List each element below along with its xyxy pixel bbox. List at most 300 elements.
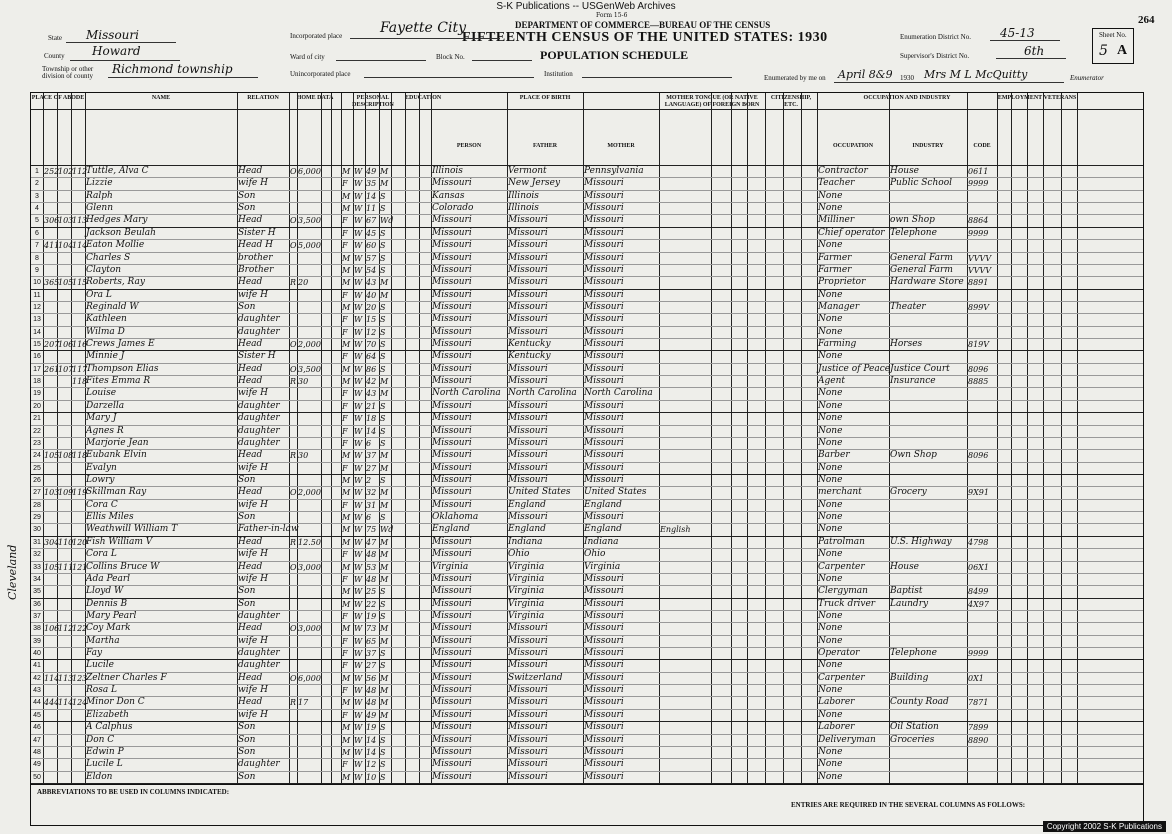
code-cell: VVVV — [968, 253, 992, 263]
occ-cell: None — [818, 709, 843, 720]
race-cell: W — [354, 723, 363, 733]
bp-cell: Missouri — [432, 487, 472, 498]
occ-cell: Clergyman — [818, 586, 868, 597]
mbp-cell: Pennsylvania — [584, 166, 644, 176]
age-cell: 19 — [366, 723, 377, 733]
n-cell: 8 — [35, 254, 39, 262]
sex-cell: F — [342, 636, 348, 646]
fam-cell: 106 — [58, 340, 74, 350]
ms-cell: S — [380, 438, 386, 448]
fbp-cell: Missouri — [508, 227, 548, 238]
name-cell: Lizzie — [86, 178, 113, 189]
code-cell: 819V — [968, 340, 990, 350]
n-cell: 41 — [33, 662, 41, 670]
n-cell: 37 — [33, 612, 41, 620]
val-cell: 3,500 — [298, 216, 321, 226]
age-cell: 21 — [366, 401, 377, 411]
code-cell: 4798 — [968, 537, 989, 547]
bp-cell: Oklahoma — [432, 512, 479, 523]
form-number: Form 15-6 — [596, 12, 628, 19]
age-cell: 12 — [366, 327, 377, 337]
ms-cell: S — [380, 364, 386, 374]
n-cell: 38 — [33, 625, 41, 633]
n-cell: 36 — [33, 600, 41, 608]
dw-cell: 411 — [44, 241, 60, 251]
rel-cell: daughter — [238, 425, 280, 436]
column-group-header: NAME — [151, 95, 171, 101]
dw-cell: 252 — [44, 167, 60, 176]
name-cell: Evalyn — [86, 462, 117, 473]
vis-cell: 118 — [72, 451, 88, 461]
race-cell: W — [354, 414, 363, 424]
fbp-cell: Missouri — [508, 400, 548, 411]
occ-cell: None — [818, 326, 843, 337]
age-cell: 43 — [366, 278, 377, 288]
ms-cell: M — [380, 562, 389, 572]
race-cell: W — [354, 500, 363, 510]
fbp-cell: Missouri — [508, 326, 548, 337]
table-row — [31, 252, 1143, 264]
own-cell: O — [290, 488, 297, 498]
n-cell: 5 — [35, 217, 39, 225]
mbp-cell: Missouri — [584, 475, 624, 485]
age-cell: 22 — [366, 599, 377, 609]
n-cell: 6 — [35, 229, 39, 237]
sex-cell: M — [342, 525, 351, 535]
fam-cell: 113 — [58, 673, 74, 683]
age-cell: 67 — [366, 216, 377, 226]
age-cell: 54 — [366, 265, 377, 275]
publisher-banner: S-K Publications -- USGenWeb Archives — [496, 1, 676, 12]
race-cell: W — [354, 327, 363, 337]
name-cell: Fish William V — [86, 536, 153, 547]
rel-cell: Head — [238, 215, 263, 226]
age-cell: 19 — [366, 611, 377, 621]
n-cell: 50 — [33, 773, 41, 781]
n-cell: 22 — [33, 427, 41, 435]
table-row — [31, 264, 1143, 276]
name-cell: Ellis Miles — [86, 512, 134, 523]
val-cell: 2,000 — [298, 488, 321, 498]
code-cell: 9X91 — [968, 488, 989, 498]
rel-cell: Head — [238, 450, 263, 461]
age-cell: 73 — [366, 624, 377, 634]
bp-cell: Virginia — [432, 561, 469, 572]
occ-cell: Laborer — [818, 722, 855, 733]
fbp-cell: Missouri — [508, 771, 548, 782]
mbp-cell: Missouri — [584, 326, 624, 337]
occ-cell: None — [818, 475, 843, 485]
bp-cell: North Carolina — [432, 388, 501, 399]
sex-cell: M — [342, 451, 351, 461]
sheet-number-box — [1092, 28, 1134, 64]
race-cell: W — [354, 463, 363, 473]
bp-cell: Missouri — [432, 697, 472, 708]
n-cell: 30 — [33, 526, 41, 534]
column-subheader: OCCUPATION — [832, 143, 874, 149]
rel-cell: Son — [238, 512, 256, 523]
name-cell: Eldon — [86, 771, 113, 782]
occ-cell: Agent — [818, 376, 845, 387]
n-cell: 33 — [33, 563, 41, 571]
fbp-cell: Missouri — [508, 512, 548, 523]
bp-cell: Missouri — [432, 660, 472, 671]
sex-cell: F — [342, 500, 348, 510]
ms-cell: S — [380, 735, 386, 745]
n-cell: 15 — [33, 341, 41, 349]
bp-cell: Missouri — [432, 771, 472, 782]
age-cell: 40 — [366, 290, 377, 300]
sex-cell: M — [342, 698, 351, 708]
code-cell: 8890 — [968, 735, 989, 745]
vis-cell: 116 — [72, 340, 88, 350]
table-row — [31, 301, 1143, 313]
age-cell: 27 — [366, 463, 377, 473]
sex-cell: M — [342, 562, 351, 572]
sex-cell: F — [342, 550, 348, 560]
column-subheader: INDUSTRY — [912, 143, 944, 149]
table-row — [31, 548, 1143, 560]
n-cell: 4 — [35, 205, 39, 213]
sex-cell: M — [342, 253, 351, 263]
ind-cell: Oil Station — [890, 722, 939, 733]
rel-cell: wife H — [238, 462, 268, 473]
bp-cell: Illinois — [432, 166, 463, 176]
ms-cell: S — [380, 599, 386, 609]
table-row — [31, 375, 1143, 387]
name-cell: Dennis B — [86, 598, 128, 609]
bp-cell: Missouri — [432, 586, 472, 597]
race-cell: W — [354, 747, 363, 757]
ms-cell: S — [380, 649, 386, 659]
n-cell: 31 — [33, 538, 41, 546]
table-row — [31, 523, 1143, 535]
ms-cell: S — [380, 204, 386, 214]
sex-cell: F — [342, 352, 348, 362]
fbp-cell: Missouri — [508, 648, 548, 659]
enumerator-label: Enumerator — [1070, 74, 1104, 82]
column-group-header: VETERANS — [1043, 95, 1077, 101]
mbp-cell: Missouri — [584, 314, 624, 325]
ms-cell: S — [380, 772, 386, 782]
n-cell: 13 — [33, 316, 41, 324]
n-cell: 18 — [33, 378, 41, 386]
table-row — [31, 598, 1143, 610]
occ-cell: None — [818, 660, 843, 671]
mbp-cell: Missouri — [584, 203, 624, 214]
table-row — [31, 659, 1143, 671]
race-cell: W — [354, 636, 363, 646]
rel-cell: wife H — [238, 685, 268, 696]
occ-cell: None — [818, 289, 843, 300]
dw-cell: 207 — [44, 340, 60, 350]
rel-cell: Head H — [238, 240, 274, 251]
fbp-cell: Missouri — [508, 264, 548, 275]
rel-cell: Head — [238, 536, 263, 547]
race-cell: W — [354, 574, 363, 584]
occ-cell: None — [818, 549, 843, 560]
occ-cell: None — [818, 203, 843, 214]
mbp-cell: Missouri — [584, 598, 624, 609]
age-cell: 35 — [366, 179, 377, 189]
column-subheader: FATHER — [532, 143, 558, 149]
n-cell: 26 — [33, 477, 41, 484]
sex-cell: F — [342, 661, 348, 671]
mbp-cell: Indiana — [584, 536, 619, 547]
occ-cell: Patrolman — [818, 536, 865, 547]
enum-district-value: 45-13 — [1000, 26, 1035, 40]
race-cell: W — [354, 340, 363, 350]
race-cell: W — [354, 426, 363, 436]
dw-cell: 306 — [44, 216, 60, 226]
vis-cell: 113 — [72, 216, 88, 226]
sex-cell: M — [342, 364, 351, 374]
mbp-cell: Missouri — [584, 722, 624, 733]
mbp-cell: Missouri — [584, 759, 624, 770]
ind-cell: Baptist — [890, 586, 923, 597]
column-group-header: EMPLOYMENT — [997, 95, 1043, 101]
race-cell: W — [354, 649, 363, 659]
fbp-cell: Missouri — [508, 277, 548, 288]
race-cell: W — [354, 587, 363, 597]
state-value: Missouri — [86, 28, 139, 42]
ms-cell: M — [380, 686, 389, 696]
code-cell: 8885 — [968, 377, 989, 387]
name-cell: Minnie J — [86, 351, 125, 362]
fbp-cell: Illinois — [508, 203, 539, 214]
race-cell: W — [354, 488, 363, 498]
age-cell: 43 — [366, 389, 377, 399]
name-cell: Hedges Mary — [86, 215, 148, 226]
bp-cell: Missouri — [432, 709, 472, 720]
own-cell: O — [290, 562, 297, 572]
table-row — [31, 449, 1143, 461]
name-cell: Wilma D — [86, 326, 125, 337]
n-cell: 10 — [33, 279, 41, 287]
occ-cell: Manager — [818, 301, 860, 312]
mbp-cell: Missouri — [584, 610, 624, 621]
mbp-cell: Missouri — [584, 450, 624, 461]
ind-cell: House — [890, 561, 920, 572]
name-cell: Thompson Elias — [86, 363, 159, 374]
fam-cell: 114 — [58, 698, 74, 708]
fam-cell: 111 — [58, 562, 74, 572]
ms-cell: S — [380, 265, 386, 275]
occ-cell: None — [818, 623, 843, 634]
dw-cell: 106 — [44, 624, 60, 634]
age-cell: 27 — [366, 661, 377, 671]
column-group-header: PERSONAL DESCRIPTION — [352, 95, 394, 108]
bp-cell: Missouri — [432, 400, 472, 411]
occ-cell: Chief operator — [818, 227, 885, 238]
bp-cell: Missouri — [432, 746, 472, 757]
rel-cell: wife H — [238, 289, 268, 300]
bp-cell: Kansas — [432, 190, 465, 201]
ms-cell: M — [380, 710, 389, 720]
race-cell: W — [354, 624, 363, 634]
name-cell: Glenn — [86, 203, 113, 214]
column-subheader: PERSON — [456, 143, 482, 149]
fbp-cell: United States — [508, 487, 571, 498]
fam-cell: 107 — [58, 364, 74, 374]
ind-cell: County Road — [890, 697, 949, 708]
n-cell: 17 — [33, 365, 41, 373]
age-cell: 11 — [366, 204, 377, 214]
name-cell: A Calphus — [86, 722, 133, 733]
fbp-cell: Missouri — [508, 734, 548, 745]
bp-cell: Missouri — [432, 289, 472, 300]
bp-cell: Missouri — [432, 252, 472, 263]
table-row — [31, 474, 1143, 486]
ms-cell: S — [380, 401, 386, 411]
race-cell: W — [354, 760, 363, 770]
sex-cell: M — [342, 599, 351, 609]
age-cell: 64 — [366, 352, 377, 362]
table-row — [31, 350, 1143, 362]
race-cell: W — [354, 265, 363, 275]
ms-cell: S — [380, 426, 386, 436]
ms-cell: S — [380, 253, 386, 263]
n-cell: 34 — [33, 575, 41, 583]
column-group-header: MOTHER TONGUE (OR NATIVE LANGUAGE) OF FOREIGN BORN — [664, 95, 760, 108]
age-cell: 45 — [366, 228, 377, 238]
bp-cell: Missouri — [432, 351, 472, 362]
occ-cell: None — [818, 610, 843, 621]
fbp-cell: Missouri — [508, 215, 548, 226]
rel-cell: wife H — [238, 549, 268, 560]
race-cell: W — [354, 228, 363, 238]
table-row — [31, 635, 1143, 647]
age-cell: 6 — [366, 513, 372, 523]
ms-cell: Wd — [380, 216, 394, 226]
mbp-cell: Missouri — [584, 215, 624, 226]
incorporated-label: Incorporated place — [290, 32, 343, 40]
occ-cell: None — [818, 746, 843, 757]
occ-cell: None — [818, 437, 843, 448]
name-cell: Mary Pearl — [86, 610, 137, 621]
rel-cell: Head — [238, 561, 263, 572]
ms-cell: M — [380, 500, 389, 510]
val-cell: 5,000 — [298, 241, 321, 251]
occ-cell: Truck driver — [818, 598, 876, 609]
fbp-cell: Virginia — [508, 561, 545, 572]
county-label: County — [44, 52, 65, 60]
n-cell: 32 — [33, 551, 41, 559]
ms-cell: S — [380, 352, 386, 362]
val-cell: 3,000 — [298, 562, 321, 572]
race-cell: W — [354, 278, 363, 288]
sex-cell: M — [342, 587, 351, 597]
ms-cell: M — [380, 550, 389, 560]
dw-cell: 103 — [44, 488, 60, 498]
table-row — [31, 239, 1143, 251]
sex-cell: F — [342, 710, 348, 720]
mbp-cell: Missouri — [584, 178, 624, 189]
fbp-cell: Virginia — [508, 586, 545, 597]
bp-cell: England — [432, 524, 470, 535]
mbp-cell: Virginia — [584, 561, 621, 572]
schedule-title: POPULATION SCHEDULE — [540, 48, 689, 62]
mbp-cell: North Carolina — [584, 388, 653, 399]
bp-cell: Missouri — [432, 240, 472, 251]
margin-note: Cleveland — [6, 544, 19, 600]
ms-cell: M — [380, 167, 389, 176]
mbp-cell: Missouri — [584, 697, 624, 708]
own-cell: O — [290, 340, 297, 350]
race-cell: W — [354, 389, 363, 399]
bp-cell: Missouri — [432, 277, 472, 288]
name-cell: Rosa L — [86, 685, 118, 696]
bp-cell: Missouri — [432, 685, 472, 696]
unincorporated-label: Unincorporated place — [290, 70, 351, 78]
bp-cell: Missouri — [432, 339, 472, 350]
race-cell: W — [354, 599, 363, 609]
mbp-cell: Missouri — [584, 660, 624, 671]
fbp-cell: Missouri — [508, 314, 548, 325]
township-value: Richmond township — [112, 62, 233, 76]
enumerated-year: 1930 — [900, 74, 914, 82]
bp-cell: Missouri — [432, 549, 472, 560]
vis-cell: 118 — [72, 377, 88, 387]
race-cell: W — [354, 302, 363, 312]
fbp-cell: Illinois — [508, 190, 539, 201]
occ-cell: Barber — [818, 450, 850, 461]
age-cell: 47 — [366, 537, 377, 547]
occ-cell: Laborer — [818, 697, 855, 708]
ms-cell: M — [380, 463, 389, 473]
mbp-cell: Missouri — [584, 709, 624, 720]
n-cell: 28 — [33, 501, 41, 509]
name-cell: Eubank Elvin — [86, 450, 147, 461]
name-cell: Ora L — [86, 289, 112, 300]
fbp-cell: England — [508, 524, 546, 535]
code-cell: 899V — [968, 302, 990, 312]
fbp-cell: Missouri — [508, 425, 548, 436]
age-cell: 37 — [366, 451, 377, 461]
table-row — [31, 400, 1143, 412]
n-cell: 46 — [33, 724, 41, 732]
dw-cell: 365 — [44, 278, 60, 288]
bp-cell: Missouri — [432, 623, 472, 634]
table-row — [31, 425, 1143, 437]
occ-cell: merchant — [818, 487, 862, 498]
occ-cell: Farmer — [818, 252, 852, 263]
ms-cell: M — [380, 537, 389, 547]
bp-cell: Missouri — [432, 264, 472, 275]
rel-cell: brother — [238, 252, 273, 263]
race-cell: W — [354, 735, 363, 745]
ms-cell: M — [380, 179, 389, 189]
rel-cell: Head — [238, 166, 263, 176]
footer-instructions — [30, 784, 1144, 826]
fbp-cell: England — [508, 499, 546, 510]
sex-cell: F — [342, 760, 348, 770]
rel-cell: Son — [238, 722, 256, 733]
mbp-cell: Ohio — [584, 549, 606, 560]
sex-cell: M — [342, 377, 351, 387]
fbp-cell: Missouri — [508, 413, 548, 424]
fbp-cell: Switzerland — [508, 672, 563, 683]
name-cell: Minor Don C — [86, 697, 145, 708]
ms-cell: S — [380, 302, 386, 312]
fbp-cell: Virginia — [508, 610, 545, 621]
ind-cell: U.S. Highway — [890, 536, 952, 547]
table-row — [31, 758, 1143, 770]
code-cell: 8499 — [968, 587, 989, 597]
entries-title: ENTRIES ARE REQUIRED IN THE SEVERAL COLUMNS AS FOLLOWS: — [791, 801, 1026, 809]
n-cell: 47 — [33, 736, 41, 744]
age-cell: 49 — [366, 167, 377, 176]
